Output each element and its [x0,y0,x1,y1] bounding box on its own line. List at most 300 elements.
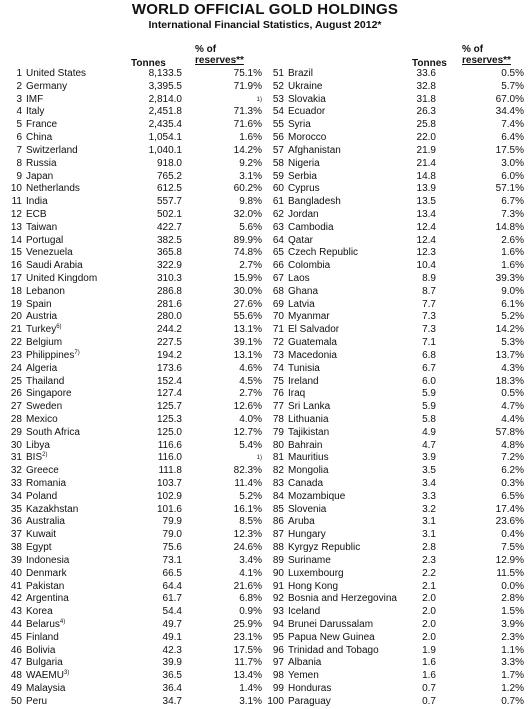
country-name: Mozambique [288,490,346,502]
country-cell [288,670,319,683]
rank-cell: 34 [10,490,22,502]
tonnes-cell: 7.3 [422,324,436,336]
country-name: Egypt [26,542,52,554]
country-cell [288,465,329,478]
rank-cell: 76 [272,388,284,400]
tonnes-cell: 194.2 [156,349,182,361]
country-name: Netherlands [26,183,80,195]
reserves-pct-cell: 17.5% [233,644,262,656]
rank-cell: 86 [272,516,284,528]
tonnes-cell: 557.7 [156,196,182,208]
tonnes-cell: 2.0 [422,618,436,630]
table-row [264,683,526,696]
country-name: Australia [26,516,65,528]
reserves-pct-cell: 14.2% [495,324,524,336]
reserves-pct-cell: 4.8% [501,439,524,451]
tonnes-cell: 5.8 [422,413,436,425]
reserves-pct-cell: 57.8% [495,426,524,438]
country-cell [288,363,320,376]
country-cell [288,516,315,529]
reserves-pct-cell: 6.2% [501,465,524,477]
tonnes-cell: 4.9 [422,426,436,438]
table-row [2,94,264,107]
reserves-pct-cell: 13.7% [495,349,524,361]
footnote-marker: 1) [256,96,262,103]
table-row [264,145,526,158]
country-name: Serbia [288,170,317,182]
country-name: WAEMU [26,670,64,682]
rank-cell: 70 [272,311,284,323]
rank-cell: 14 [10,234,22,246]
country-name: Afghanistan [288,144,341,156]
country-cell [26,273,97,286]
country-name: United Kingdom [26,273,98,284]
rank-cell: 60 [272,183,284,195]
country-name: Paraguay [288,695,331,707]
table-row [2,657,264,670]
table-row [264,273,526,286]
country-name: Iraq [288,388,306,400]
tonnes-cell: 2.0 [422,593,436,605]
country-cell [288,235,313,248]
tonnes-cell: 281.6 [156,298,182,310]
table-row [264,632,526,645]
tonnes-cell: 79.0 [162,529,182,541]
country-name: Thailand [26,375,65,387]
rank-cell: 99 [272,683,284,694]
rank-cell: 96 [272,644,284,656]
table-row [2,414,264,427]
reserves-pct-cell: 5.2% [501,311,524,323]
table-row [264,542,526,555]
rank-cell: 54 [272,106,284,118]
reserves-pct-cell: 4.6% [239,362,262,374]
country-name: Cyprus [288,183,320,195]
country-name: Mongolia [288,465,329,477]
country-name: Switzerland [26,144,78,156]
country-name: Nigeria [288,157,320,169]
country-cell [288,81,322,94]
footnote-marker: 3) [63,670,70,677]
country-cell [26,183,80,196]
country-cell [26,247,73,260]
country-name: Mauritius [288,452,329,464]
rank-cell: 50 [10,695,22,707]
tonnes-cell: 2.3 [422,554,436,566]
rank-cell: 55 [272,119,284,131]
country-cell [26,171,53,184]
table-row [2,593,264,606]
rank-cell: 42 [10,593,22,605]
rank-cell: 59 [272,170,284,182]
rank-cell: 16 [10,260,22,272]
country-cell [26,440,50,453]
reserves-pct-cell: 24.6% [233,542,262,554]
tonnes-cell: 12.4 [416,234,436,246]
country-name: Albania [288,657,322,669]
table-row [264,670,526,683]
table-row [2,440,264,453]
country-name: Libya [26,439,50,451]
tonnes-cell: 765.2 [156,170,182,182]
country-name: Slovakia [288,93,326,105]
country-cell [26,158,57,171]
rank-cell: 78 [272,413,284,425]
tonnes-cell: 1.6 [422,670,436,682]
table-row [264,516,526,529]
rank-cell: 2 [16,80,22,92]
country-name: Turkey [26,324,57,336]
rank-cell: 97 [272,657,284,669]
table-row [2,350,264,363]
rank-cell: 5 [16,119,22,131]
reserves-pct-cell: 1.1% [501,644,524,656]
country-cell [288,581,338,594]
table-row [2,311,264,324]
table-row [264,696,526,709]
rank-cell: 40 [10,567,22,579]
tonnes-cell: 5.9 [422,401,436,413]
country-cell [288,183,320,196]
table-row [2,196,264,209]
footnote-marker: 1) [256,455,262,462]
reserves-pct-cell: 0.3% [501,478,524,489]
country-name: United States [26,68,87,79]
country-name: Brunei Darussalam [288,618,374,630]
country-cell [26,119,57,132]
rank-cell: 65 [272,247,284,259]
reserves-pct-cell: 60.2% [233,183,262,195]
reserves-pct-cell: 21.6% [233,580,262,592]
tonnes-cell: 0.7 [422,695,436,707]
rank-cell: 92 [272,593,284,605]
tonnes-cell: 33.6 [416,68,436,79]
country-cell [288,247,358,260]
country-name: Ukraine [288,80,323,92]
country-name: Jordan [288,208,319,220]
tonnes-cell: 12.4 [416,221,436,233]
table-row [264,299,526,312]
table-row [2,388,264,401]
tonnes-cell: 116.0 [157,452,182,464]
country-name: Ecuador [288,106,326,118]
left-pct-header-line2: reserves** [195,55,244,66]
reserves-pct-cell: 0.5% [501,388,524,400]
country-cell [26,299,52,312]
table-row [2,465,264,478]
reserves-pct-cell: 14.2% [233,144,262,156]
table-row [264,94,526,107]
right-pct-header-line1: % of [462,44,484,55]
reserves-pct-cell: 1.6% [239,132,262,144]
table-row [2,683,264,696]
tonnes-cell: 7.7 [422,298,436,310]
country-cell [288,645,379,658]
table-row [264,452,526,465]
rank-cell: 36 [10,516,22,528]
reserves-pct-cell: 0.4% [501,529,524,541]
tonnes-cell: 26.3 [416,106,436,118]
rank-cell: 46 [10,644,22,656]
table-row [2,132,264,145]
tonnes-cell: 22.0 [416,132,436,144]
country-cell [288,401,330,414]
rank-cell: 21 [10,324,22,336]
table-row [2,401,264,414]
rank-cell: 81 [272,452,284,464]
country-cell [26,696,47,709]
country-cell [288,696,331,709]
country-cell [26,209,47,222]
country-name: Pakistan [26,580,65,592]
table-row [2,81,264,94]
country-name: Lithuania [288,413,329,425]
country-cell [288,542,360,555]
tonnes-cell: 66.5 [162,567,182,579]
tonnes-cell: 3.2 [422,503,436,515]
tonnes-cell: 8.7 [422,285,436,297]
reserves-pct-cell: 11.7% [234,657,262,669]
tonnes-cell: 2,814.0 [148,93,182,105]
country-cell [26,491,57,504]
rank-cell: 18 [10,285,22,297]
country-cell [288,657,321,670]
country-cell [26,606,53,619]
rank-cell: 87 [272,529,284,541]
tonnes-cell: 3.1 [422,516,436,528]
reserves-pct-cell: 57.1% [495,183,524,195]
reserves-pct-cell: 3.1% [239,170,262,182]
tonnes-cell: 21.4 [416,157,436,169]
reserves-pct-cell: 5.7% [501,80,524,92]
reserves-pct-cell: 7.3% [501,208,524,220]
table-row [2,273,264,286]
reserves-pct-cell: 13.4% [233,670,262,682]
table-row [2,68,264,81]
table-row [2,516,264,529]
rank-cell: 38 [10,542,22,554]
country-cell [288,106,325,119]
country-cell [288,478,323,491]
rank-cell: 25 [10,375,22,387]
tonnes-cell: 6.8 [422,349,436,361]
reserves-pct-cell: 4.7% [501,401,524,413]
footnote-marker: 7) [74,349,80,356]
country-cell [288,414,329,427]
tonnes-cell: 310.3 [156,273,182,284]
table-row [2,581,264,594]
table-row [264,388,526,401]
country-cell [288,209,319,222]
country-cell [288,260,330,273]
country-name: Macedonia [288,349,337,361]
country-name: Belgium [26,337,63,349]
tonnes-cell: 6.0 [422,375,436,387]
rank-cell: 94 [272,618,284,630]
rank-cell: 77 [272,401,284,413]
country-name: Italy [26,106,45,118]
country-name: Japan [26,170,54,182]
tonnes-cell: 14.8 [416,170,436,182]
country-name: Portugal [26,234,64,246]
tonnes-cell: 365.8 [156,247,182,259]
country-name: Honduras [288,683,332,694]
table-row [264,158,526,171]
reserves-pct-cell: 1.7% [501,670,524,682]
rank-cell: 63 [272,221,284,233]
reserves-pct-cell: 30.0% [233,285,262,297]
table-row [264,465,526,478]
rank-cell: 4 [16,106,22,118]
table-row [264,376,526,389]
table-row [264,491,526,504]
country-cell [288,132,326,145]
tonnes-cell: 322.9 [156,260,182,272]
reserves-pct-cell: 5.6% [239,221,262,233]
reserves-pct-cell: 18.3% [495,375,524,387]
reserves-pct-cell: 74.8% [233,247,262,259]
country-name: Tunisia [288,362,320,374]
tonnes-cell: 75.6 [162,542,182,554]
rank-cell: 8 [16,157,22,169]
tonnes-cell: 3,395.5 [148,80,182,92]
country-cell [26,657,63,670]
rank-cell: 48 [10,670,22,682]
tonnes-cell: 12.3 [416,247,436,259]
country-name: Korea [26,606,53,618]
reserves-pct-cell: 12.9% [495,554,524,566]
reserves-pct-cell: 14.8% [495,221,524,233]
table-row [264,529,526,542]
tonnes-cell: 3.4 [422,478,436,489]
country-cell [288,222,334,235]
table-row [264,478,526,491]
rank-cell: 90 [272,567,284,579]
country-name: Peru [26,695,48,707]
rank-cell: 3 [16,93,22,105]
country-name: Belarus [26,618,60,630]
country-cell [26,311,57,324]
rank-cell: 26 [10,388,22,400]
country-cell [26,593,69,606]
country-cell [288,273,310,286]
country-name: Kuwait [26,529,57,541]
rank-cell: 6 [16,132,22,144]
table-row [264,568,526,581]
country-cell [288,619,373,632]
table-row [2,452,264,465]
table-row [264,619,526,632]
country-name: Poland [26,490,58,502]
country-cell [26,452,47,465]
country-name: Taiwan [26,221,58,233]
tonnes-cell: 54.4 [162,606,182,618]
reserves-pct-cell: 12.7% [233,426,262,438]
rank-cell: 11 [11,196,22,208]
reserves-pct-cell: 9.0% [501,285,524,297]
rank-cell: 27 [10,401,22,413]
country-cell [26,465,59,478]
country-cell [26,414,58,427]
tonnes-cell: 3.1 [422,529,436,541]
tonnes-cell: 1.9 [422,644,436,656]
reserves-pct-cell: 2.8% [501,593,524,605]
rank-cell: 39 [10,554,22,566]
country-cell [288,376,319,389]
country-cell [26,632,59,645]
country-name: Lebanon [26,285,65,297]
reserves-pct-cell: 6.5% [501,490,524,502]
country-cell [288,491,345,504]
reserves-pct-cell: 15.9% [233,273,262,284]
country-cell [26,132,52,145]
reserves-pct-cell: 3.9% [501,618,524,630]
tonnes-cell: 13.4 [416,208,436,220]
country-cell [288,427,329,440]
tonnes-cell: 7.1 [422,337,436,349]
table-row [264,606,526,619]
country-cell [26,106,44,119]
tonnes-cell: 2,451.8 [148,106,182,118]
country-cell [26,145,78,158]
country-name: Argentina [26,593,69,605]
country-cell [26,401,62,414]
country-name: BIS [26,452,43,464]
country-cell [26,363,57,376]
country-name: Colombia [288,260,331,272]
tonnes-cell: 8.9 [422,273,436,284]
country-name: Spain [26,298,52,310]
table-row [2,427,264,440]
left-tonnes-header: Tonnes [131,58,166,69]
country-name: Bahrain [288,439,323,451]
page-subtitle: International Financial Statistics, August 2012* [148,19,382,31]
country-name: Indonesia [26,554,70,566]
country-cell [288,299,315,312]
table-row [264,401,526,414]
reserves-pct-cell: 55.6% [233,311,262,323]
tonnes-cell: 103.7 [156,478,182,489]
country-cell [26,619,65,632]
country-name: Germany [26,80,68,92]
tonnes-cell: 13.5 [416,196,436,208]
reserves-pct-cell: 71.3% [233,106,262,118]
rank-cell: 37 [10,529,22,541]
country-cell [26,260,83,273]
table-row [2,645,264,658]
rank-cell: 93 [272,606,284,618]
tonnes-cell: 1.6 [422,657,436,669]
country-cell [288,606,320,619]
reserves-pct-cell: 7.4% [501,119,524,131]
reserves-pct-cell: 5.3% [501,337,524,349]
reserves-pct-cell: 2.6% [501,234,524,246]
rank-cell: 98 [272,670,284,682]
footnote-marker: 2) [42,452,48,459]
table-row [2,529,264,542]
tonnes-cell: 13.9 [416,183,436,195]
reserves-pct-cell: 0.9% [239,606,262,618]
rank-cell: 100 [267,695,284,707]
table-row [264,222,526,235]
table-row [264,555,526,568]
country-name: Bolivia [26,644,56,656]
rank-cell: 67 [272,273,284,284]
tonnes-cell: 125.3 [156,413,182,425]
tonnes-cell: 21.9 [416,144,436,156]
reserves-pct-cell: 8.5% [239,516,262,528]
table-row [264,260,526,273]
